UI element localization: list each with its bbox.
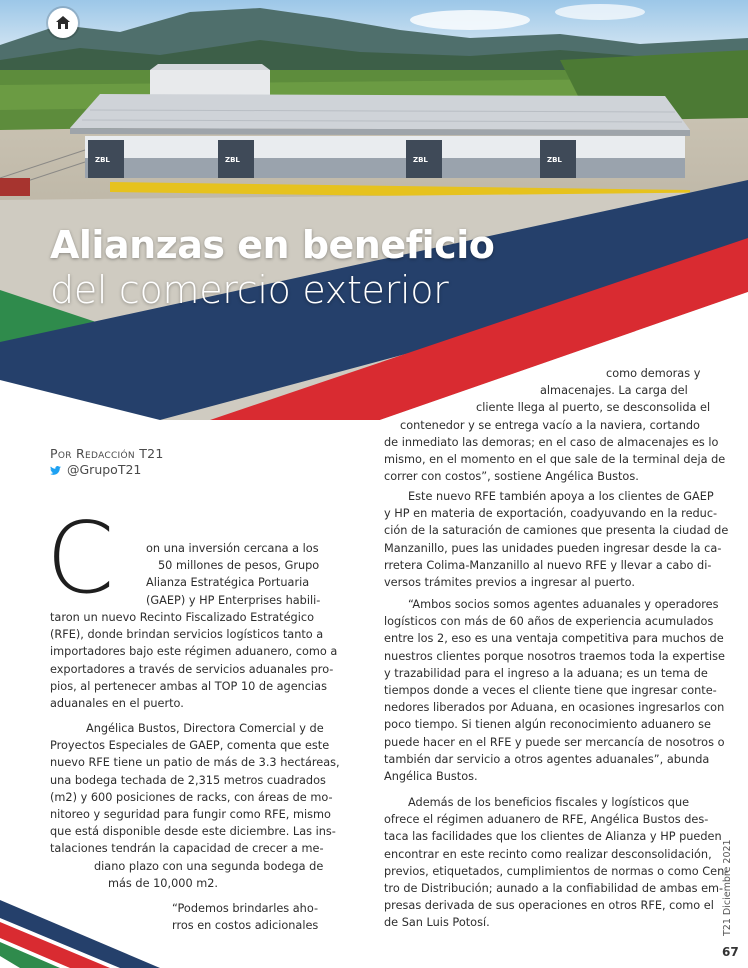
text-line: encontrar en este recinto como realizar desconsolidación, bbox=[384, 847, 712, 861]
byline bbox=[50, 446, 164, 478]
right-p3 bbox=[384, 596, 725, 785]
text-line: ofrece el régimen aduanero de RFE, Angélica Bustos des- bbox=[384, 813, 709, 827]
text-line: taca las facilidades que los clientes de Alianza y HP pueden bbox=[384, 830, 722, 844]
text-line: cliente llega al puerto, se desconsolida el bbox=[476, 401, 711, 415]
text-line: de inmediato las demoras; en el caso de almacenajes es lo bbox=[384, 435, 719, 449]
text-line: aduanales en el puerto. bbox=[50, 697, 184, 711]
text-line: correr con costos”, sostiene Angélica Bustos. bbox=[384, 470, 639, 484]
author: Por Redacción T21 bbox=[50, 446, 164, 461]
text-line: una bodega techada de 2,315 metros cuadrados bbox=[50, 773, 326, 787]
text-line: Angélica Bustos, Directora Comercial y de bbox=[86, 722, 324, 735]
text-line: más de 10,000 m2. bbox=[108, 876, 219, 890]
text-line: versos trámites previos a ingresar al puerto. bbox=[384, 576, 635, 590]
text-line: Manzanillo, pues las unidades pueden ingresar desde la ca- bbox=[384, 541, 722, 555]
home-icon bbox=[54, 14, 72, 32]
text-line: previos, etiquetados, cumplimientos de normas o como Cen- bbox=[384, 864, 729, 878]
dock-sign-4: ZBL bbox=[547, 156, 562, 164]
drop-cap: C bbox=[46, 502, 115, 616]
text-line: tiempos donde a veces el cliente tiene que ingresar conte- bbox=[384, 684, 717, 698]
page-number: 67 bbox=[722, 945, 739, 959]
right-p1 bbox=[384, 365, 726, 485]
text-line: Alianza Estratégica Portuaria bbox=[146, 576, 310, 590]
text-line: Proyectos Especiales de GAEP, comenta que este bbox=[50, 739, 330, 753]
text-line: ción de la saturación de camiones que presenta la ciudad de bbox=[384, 524, 729, 538]
dock-sign-3: ZBL bbox=[413, 156, 428, 164]
hero-photo bbox=[0, 0, 748, 420]
text-line: puede hacer en el RFE y puede ser mercancía de nosotros o bbox=[384, 735, 725, 749]
text-line: (RFE), donde brindan servicios logísticos tanto a bbox=[50, 628, 324, 642]
dock-sign-1: ZBL bbox=[95, 156, 110, 164]
left-p2 bbox=[50, 720, 340, 892]
text-line: entre los 2, eso es una ventaja competitiva para muchos de bbox=[384, 632, 724, 646]
text-line: “Podemos brindarles aho- bbox=[172, 902, 319, 915]
dock-sign-2: ZBL bbox=[225, 156, 240, 164]
left-p1-rest bbox=[50, 609, 338, 712]
title-line-2: del comercio exterior bbox=[50, 268, 449, 312]
left-p1-intro bbox=[146, 540, 321, 609]
text-line: contenedor y se entrega vacío a la naviera, cortando bbox=[400, 418, 700, 432]
text-line: exportadores a través de servicios aduanales pro- bbox=[50, 662, 334, 676]
text-line: y HP en materia de exportación, coadyuvando en la reduc- bbox=[384, 507, 718, 521]
issue-label: T21 Diciembre 2021 bbox=[722, 839, 733, 936]
text-line: talaciones tendrán la capacidad de crecer a me- bbox=[50, 842, 324, 856]
text-line: Este nuevo RFE también apoya a los clientes de GAEP bbox=[408, 490, 714, 503]
text-line: pios, al pertenecer ambas al TOP 10 de agencias bbox=[50, 679, 327, 693]
text-line: de San Luis Potosí. bbox=[384, 916, 490, 930]
text-line: almacenajes. La carga del bbox=[540, 384, 688, 398]
text-line: nuevo RFE tiene un patio de más de 3.3 hectáreas, bbox=[50, 756, 340, 770]
twitter-handle-text: @GrupoT21 bbox=[67, 462, 142, 477]
text-line: poco tiempo. Si tienen algún reconocimiento aduanero se bbox=[384, 718, 711, 732]
twitter-bird-icon bbox=[50, 466, 61, 475]
warehouse-aerial-illustration bbox=[0, 0, 748, 420]
text-line: “Ambos socios somos agentes aduanales y operadores bbox=[408, 598, 719, 611]
text-line: tro de Distribución; aunado a la confiabilidad de ambas em- bbox=[384, 882, 724, 896]
decorative-stripes bbox=[0, 890, 160, 968]
text-line: taron un nuevo Recinto Fiscalizado Estratégico bbox=[50, 611, 314, 624]
text-line: nitoreo y seguridad para fungir como RFE, mismo bbox=[50, 808, 331, 822]
title-line-1: Alianzas en beneficio bbox=[50, 223, 495, 267]
right-p2 bbox=[384, 488, 729, 591]
home-button[interactable] bbox=[48, 8, 78, 38]
text-line: 50 millones de pesos, Grupo bbox=[158, 559, 320, 573]
article-title bbox=[50, 222, 494, 312]
text-line: como demoras y bbox=[606, 367, 701, 380]
text-line: también dar servicio a otros agentes aduanales”, abunda bbox=[384, 752, 710, 766]
text-line: Angélica Bustos. bbox=[384, 770, 478, 784]
text-line: Además de los beneficios fiscales y logísticos que bbox=[408, 796, 690, 809]
text-line: logísticos con más de 60 años de experiencia acumulados bbox=[384, 615, 714, 629]
text-line: (m2) y 600 posiciones de racks, con áreas de mo- bbox=[50, 790, 333, 804]
text-line: diano plazo con una segunda bodega de bbox=[94, 859, 324, 873]
text-line: rretera Colima-Manzanillo al nuevo RFE y llevar a cabo di- bbox=[384, 558, 712, 572]
text-line: importadores bajo este régimen aduanero, como a bbox=[50, 645, 338, 659]
text-line: mismo, en el momento en el que sale de la terminal deja de bbox=[384, 453, 726, 467]
text-line: nuestros clientes porque nosotros traemos toda la expertise bbox=[384, 649, 725, 663]
text-line: (GAEP) y HP Enterprises habili- bbox=[146, 593, 321, 607]
text-line: presas derivada de sus operaciones en otros RFE, como el bbox=[384, 899, 714, 913]
text-line: que está disponible desde este diciembre. Las ins- bbox=[50, 825, 336, 839]
text-line: nedores liberados por Aduana, en ocasiones ingresarlos con bbox=[384, 701, 725, 715]
text-line: on una inversión cercana a los bbox=[146, 542, 319, 555]
twitter-handle[interactable] bbox=[50, 462, 164, 478]
text-line: y trazabilidad para el ingreso a la aduana; es un tema de bbox=[384, 666, 708, 680]
left-p3 bbox=[172, 900, 322, 934]
text-line: rros en costos adicionales bbox=[172, 919, 319, 933]
